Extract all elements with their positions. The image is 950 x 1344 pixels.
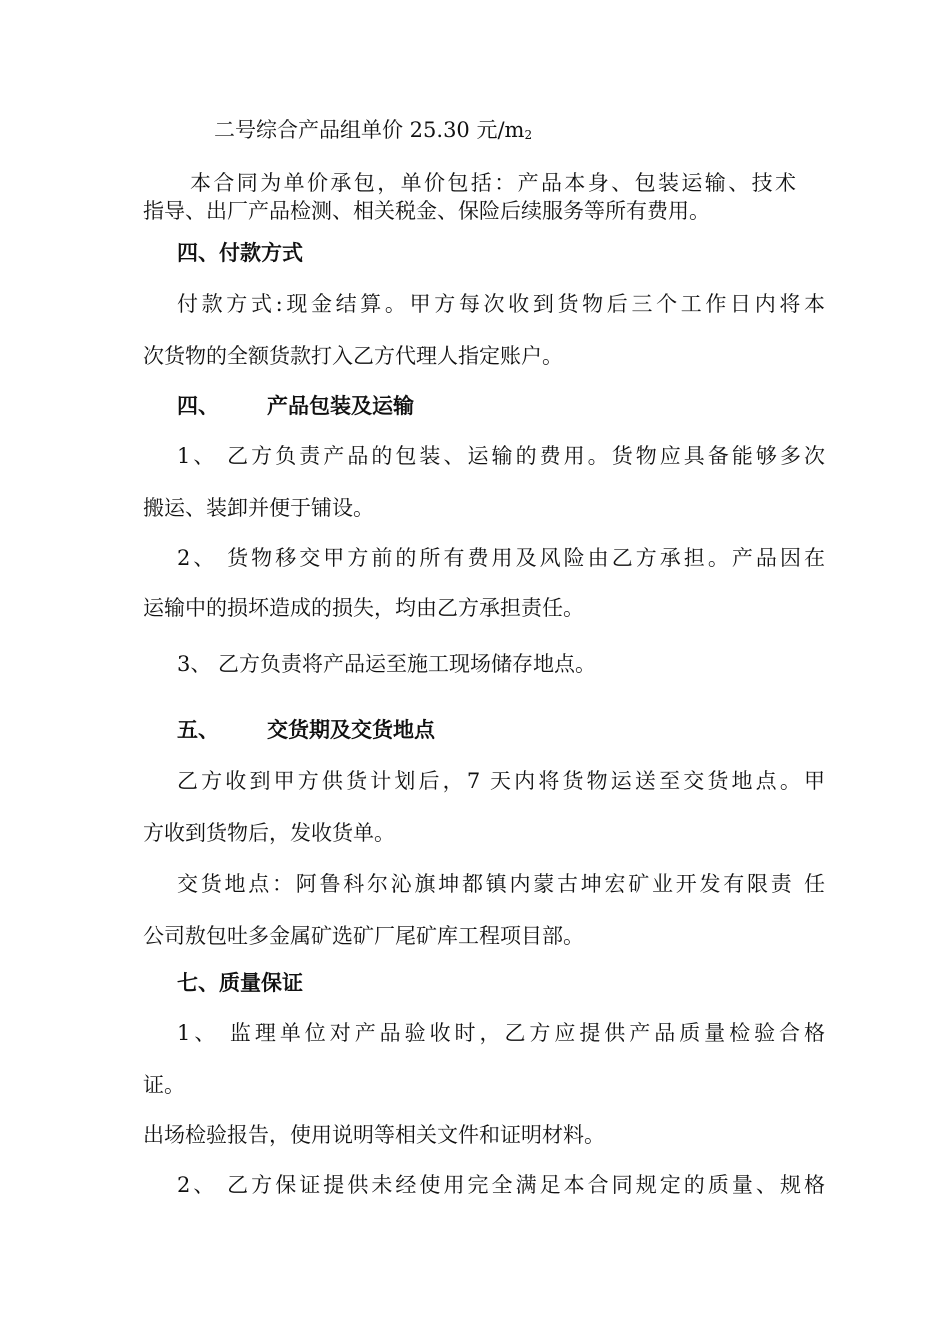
unit-subscript: 2 — [524, 128, 533, 142]
contract-note-line-2: 指导、出厂产品检测、相关税金、保险后续服务等所有费用。 — [143, 199, 710, 223]
payment-line-2: 次货物的全额货款打入乙方代理人指定账户。 — [143, 344, 563, 368]
section-title: 交货期及交货地点 — [267, 718, 435, 742]
price-line-text: 二号综合产品组单价 25.30 元/m — [214, 118, 525, 142]
payment-line-1: 付款方式:现金结算。甲方每次收到货物后三个工作日内将本 — [177, 292, 825, 316]
section-title: 产品包装及运输 — [267, 394, 414, 418]
packaging-item-2-line-2: 运输中的损坏造成的损失，均由乙方承担责任。 — [143, 596, 584, 620]
section-heading-packaging — [177, 392, 414, 420]
quality-item-2-line-1: 2、 乙方保证提供未经使用完全满足本合同规定的质量、规格 — [177, 1173, 825, 1197]
delivery-para-1-line-2: 方收到货物后，发收货单。 — [143, 821, 395, 845]
packaging-item-1-line-2: 搬运、装卸并便于铺设。 — [143, 496, 374, 520]
contract-note-line-1: 本合同为单价承包，单价包括：产品本身、包装运输、技术 — [190, 171, 796, 195]
packaging-item-3-line-1: 3、 乙方负责将产品运至施工现场储存地点。 — [177, 652, 597, 676]
delivery-para-2-line-2: 公司敖包吐多金属矿选矿厂尾矿库工程项目部。 — [143, 924, 584, 948]
price-line — [214, 116, 896, 149]
section-number: 五、 — [177, 718, 219, 742]
section-heading-payment: 四、付款方式 — [177, 241, 303, 265]
quality-item-1-line-1: 1、 监理单位对产品验收时，乙方应提供产品质量检验合格 — [177, 1021, 825, 1045]
section-number: 四、 — [177, 394, 219, 418]
section-heading-quality: 七、质量保证 — [177, 971, 303, 995]
delivery-para-1-line-1: 乙方收到甲方供货计划后，7 天内将货物运送至交货地点。甲 — [177, 769, 825, 793]
section-heading-delivery — [177, 716, 435, 744]
quality-item-1-line-3: 出场检验报告，使用说明等相关文件和证明材料。 — [143, 1123, 605, 1147]
quality-item-1-line-2: 证。 — [143, 1073, 185, 1097]
packaging-item-1-line-1: 1、 乙方负责产品的包装、运输的费用。货物应具备能够多次 — [177, 444, 825, 468]
delivery-para-2-line-1: 交货地点：阿鲁科尔沁旗坤都镇内蒙古坤宏矿业开发有限责 任 — [177, 872, 825, 896]
packaging-item-2-line-1: 2、 货物移交甲方前的所有费用及风险由乙方承担。产品因在 — [177, 546, 825, 570]
